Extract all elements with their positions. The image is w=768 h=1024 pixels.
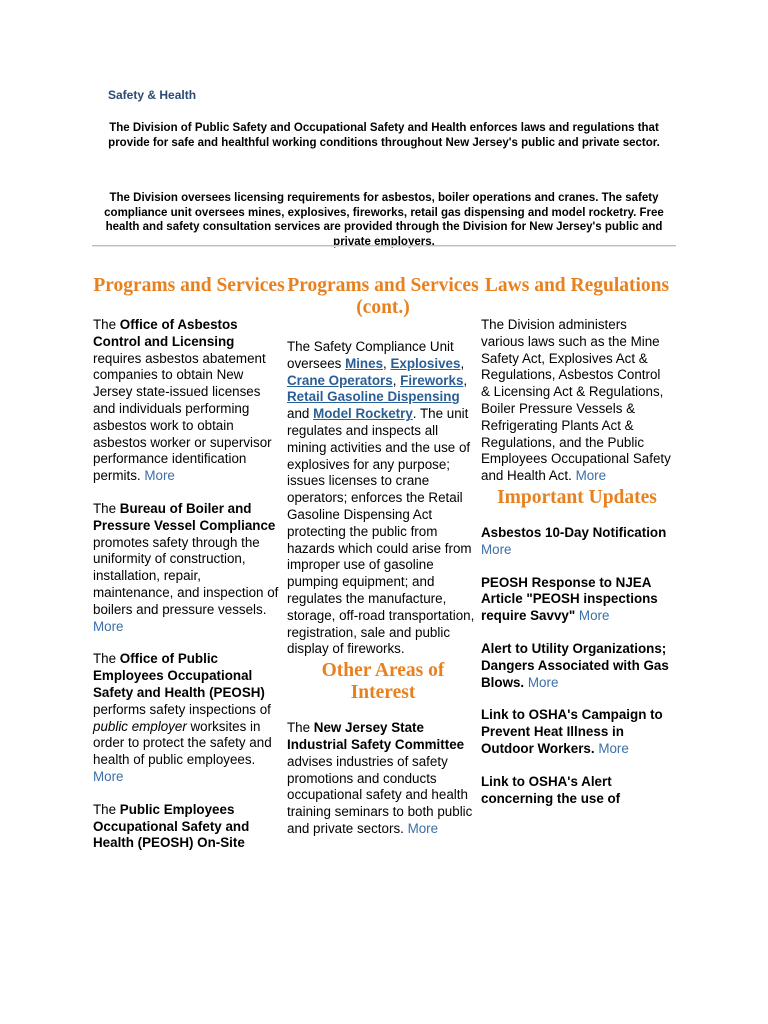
more-link-update-1[interactable]: More [481,541,512,557]
paragraph-peosh-onsite: The Public Employees Occupational Safety and Health (PEOSH) On-Site [93,801,250,851]
more-link-laws[interactable]: More [575,468,607,484]
more-link-committee[interactable]: More [407,820,439,836]
link-retail-gasoline[interactable]: Retail Gasoline Dispensing [287,389,460,405]
intro-paragraph-2: The Division oversees licensing requirements for asbestos, boiler operations and cranes. The safety compliance unit oversees mines, explosives, fireworks, retail gas dispensing and model rocketry. Free health and safety consultation services are provided through the Division for New Jersey's public and private employers. [104,192,664,248]
link-model-rocketry[interactable]: Model Rocketry [313,406,413,422]
paragraph-laws: The Division administers various laws such as the Mine Safety Act, Explosives Act & Regulations, Asbestos Control & Licensing Act & Regulations, Boiler Pressure Vessels & Refrigerating Plants Act & Regulations, and the Public Employees Occupational Safety and Health Act. More [481,317,671,484]
link-mines[interactable]: Mines [345,355,384,371]
column-programs [93,275,285,852]
more-link-update-2[interactable]: More [578,608,610,624]
peosh-office-name: Office of Public Employees Occupational Safety and Health (PEOSH) [93,651,265,700]
asbestos-office-name: Office of Asbestos Control and Licensing [93,317,238,349]
safety-committee-name: New Jersey State Industrial Safety Committee [287,720,465,752]
more-link-update-4[interactable]: More [598,740,629,756]
heading-important-updates: Important Updates [497,486,657,508]
link-explosives[interactable]: Explosives [390,355,461,371]
peosh-onsite-name: Public Employees Occupational Safety and Health (PEOSH) On-Site [93,801,250,851]
paragraph-boiler: The Bureau of Boiler and Pressure Vessel Compliance promotes safety through the uniformity of construction, installation, repair, maintenance, and inspection of boilers and pressure vessels. More [93,500,279,634]
link-fireworks[interactable]: Fireworks [400,372,464,388]
update-item: PEOSH Response to NJEA Article "PEOSH inspections require Savvy" More [481,574,658,624]
update-item: Link to OSHA's Alert concerning the use of [481,773,621,806]
heading-other-areas: Other Areas of Interest [321,660,445,704]
update-item: Link to OSHA's Campaign to Prevent Heat Illness in Outdoor Workers. More [481,707,663,756]
more-link-asbestos[interactable]: More [144,468,175,484]
more-link-update-3[interactable]: More [527,674,559,690]
boiler-bureau-name: Bureau of Boiler and Pressure Vessel Compliance [93,500,276,533]
paragraph-safety-committee: The New Jersey State Industrial Safety Committee advises industries of safety promotions and conducts occupational safety and health training seminars to both public and private sectors. More [287,720,473,836]
paragraph-safety-compliance: The Safety Compliance Unit oversees Mines, Explosives, Crane Operators, Fireworks, Retail Gasoline Dispensing and Model Rocketry. The unit regulates and inspects all mining activities and the use of explosives for any purpose; issues licenses to crane operators; enforces the Retail Gasoline Dispensing Act protecting the public from hazards which could arise from improper use of gasoline pumping equipment; and regulates the manufacture, storage, off-road transportation, registration, sale and public display of fireworks. [287,339,475,657]
heading-laws-regulations: Laws and Regulations [484,275,670,296]
heading-programs-services: Programs and Services [93,275,285,296]
more-link-peosh[interactable]: More [93,768,124,784]
paragraph-peosh: The Office of Public Employees Occupational Safety and Health (PEOSH) performs safety inspections of public employer worksites in order to protect the safety and health of public employees. More [93,651,272,784]
more-link-boiler[interactable]: More [93,618,124,634]
update-item: Asbestos 10-Day Notification More [481,524,667,557]
paragraph-asbestos: The Office of Asbestos Control and Licensing requires asbestos abatement companies to obtain New Jersey state-issued licenses and individuals performing asbestos work to obtain asbestos worker or supervisor performance identification permits. More [93,317,272,484]
link-crane-operators[interactable]: Crane Operators [287,372,393,388]
breadcrumb: Safety & Health [108,88,197,102]
column-programs-cont [287,275,479,838]
heading-programs-services-cont: Programs and Services (cont.) [287,275,479,318]
update-item: Alert to Utility Organizations; Dangers Associated with Gas Blows. More [481,640,669,690]
intro-paragraph-1: The Division of Public Safety and Occupational Safety and Health enforces laws and regulations that provide for safe and healthful working conditions throughout New Jersey's public and private sector. [108,122,660,149]
divider [92,245,676,247]
column-laws [481,275,673,807]
